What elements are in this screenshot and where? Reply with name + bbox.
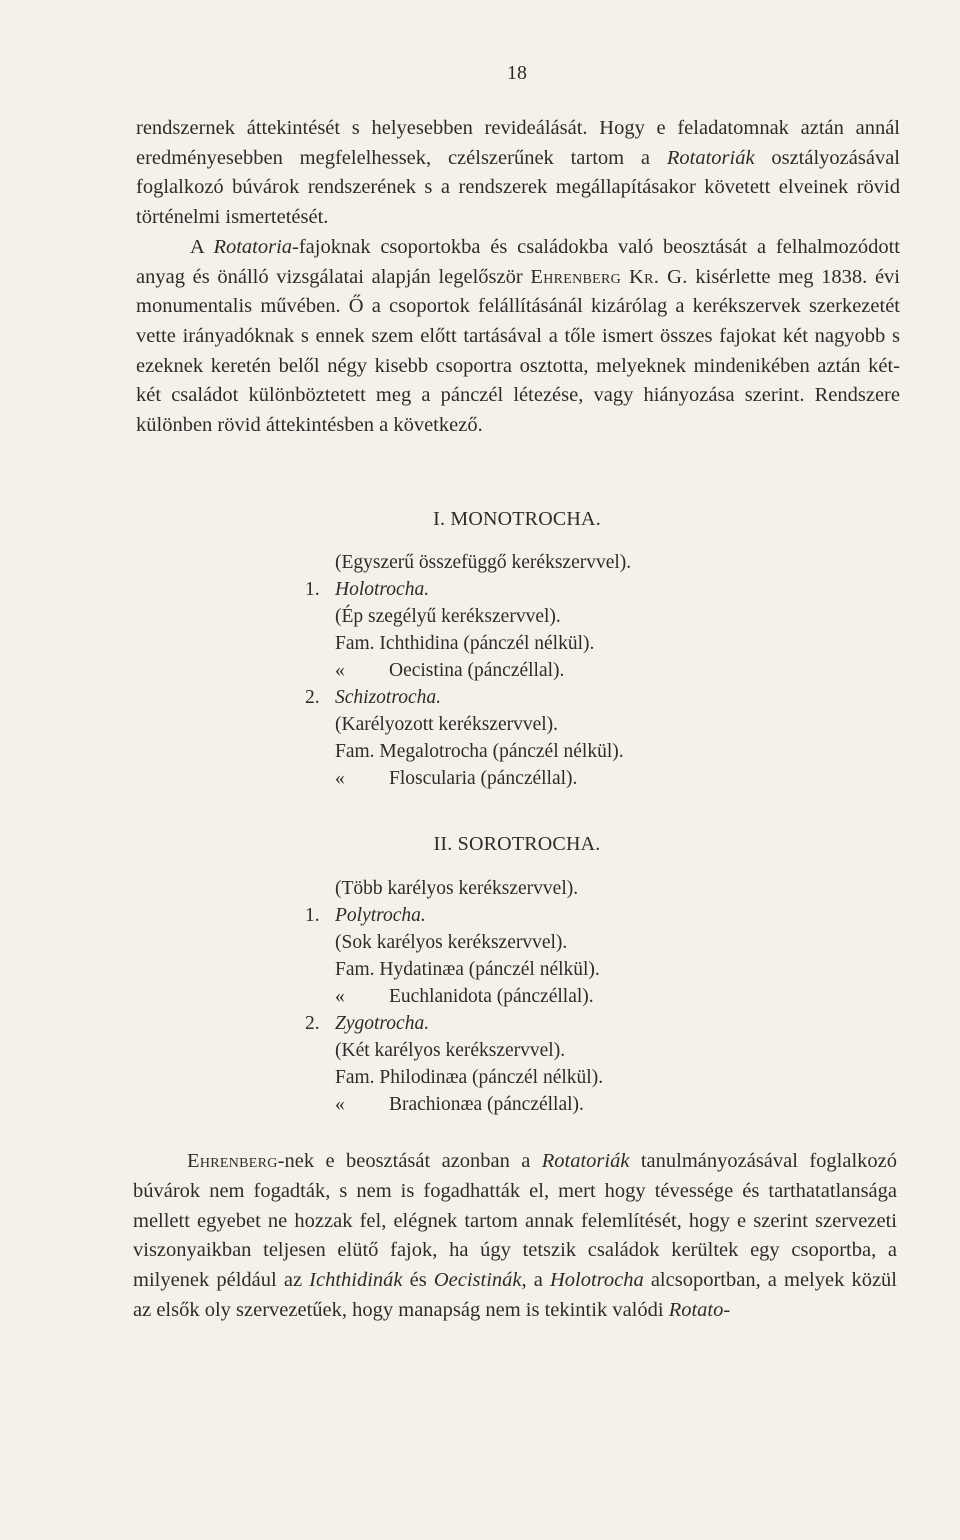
italic-term: Holotrocha xyxy=(549,1269,644,1292)
family-entry xyxy=(305,1064,785,1091)
subgroup-description xyxy=(305,929,785,956)
ditto-mark: « xyxy=(335,986,345,1007)
group-description xyxy=(305,875,785,902)
subgroup-description xyxy=(305,711,785,738)
family-name: Euchlanidota (pánczéllal). xyxy=(389,986,594,1007)
italic-term: Oecistinák xyxy=(433,1269,522,1292)
subgroup-title xyxy=(305,1010,785,1037)
ditto-mark: « xyxy=(335,1094,345,1115)
subgroup-title xyxy=(305,684,785,711)
subgroup-title xyxy=(305,902,785,929)
italic-term: Ichthidinák xyxy=(309,1269,403,1292)
text-run: A xyxy=(190,235,214,258)
description-text: (Sok karélyos kerékszervvel). xyxy=(335,932,568,953)
text-run: -nek e beosztását azonban a xyxy=(277,1150,542,1172)
italic-term: Rotatoriák xyxy=(541,1150,630,1172)
family-entry xyxy=(305,956,785,983)
subgroup-name: Schizotrocha. xyxy=(335,687,441,708)
page-number: 18 xyxy=(507,62,527,84)
text-run: -fajoknak csoportokba és családokba való beosztását a felhalmozódott anyag és önálló vizsgálatai alapján legelőször xyxy=(136,235,900,288)
family-label: Fam. xyxy=(335,1067,375,1088)
family-entry xyxy=(305,738,785,765)
text-run: , a xyxy=(521,1269,550,1292)
family-name: Hydatinæa (pánczél nélkül). xyxy=(379,959,600,980)
text-run: rendszernek áttekintését s helyesebben revideálását. Hogy e feladatomnak aztán annál eredményesebben megfelelhessek, czélszerűnek tartom a xyxy=(136,117,900,169)
author-name: Ehrenberg xyxy=(187,1150,278,1172)
subgroup-description xyxy=(305,1037,785,1064)
family-name: Ichthidina (pánczél nélkül). xyxy=(379,633,595,654)
description-text: (Ép szegélyű kerékszervvel). xyxy=(335,606,561,627)
ditto-mark: « xyxy=(335,660,345,681)
family-name: Megalotrocha (pánczél nélkül). xyxy=(379,741,624,762)
subgroup-number: 1. xyxy=(305,905,320,926)
family-entry xyxy=(305,630,785,657)
family-entry xyxy=(305,765,785,792)
family-label: Fam. xyxy=(335,741,375,762)
paragraph-critique xyxy=(133,1147,897,1326)
ditto-mark: « xyxy=(335,768,345,789)
subgroup-description xyxy=(305,603,785,630)
text-run: kisérlette meg 1838. évi monumentalis művében. Ő a csoportok felállításánál kizárólag a kerékszervek szerkezetét vette irányadóknak s ennek szem előtt tartásával a tőle ismert összes fajokat két nagyobb s ezeknek keretén belől négy kisebb csoportra osztotta, melyeknek mindenikében aztán két-két családot különböztetett meg a pánczél létezése, vagy hiányozása szerint. Rendszere különben rövid áttekintésben a következő. xyxy=(136,265,900,437)
italic-term: Rotatoriák xyxy=(666,146,755,169)
text-run: tanulmányozásával foglalkozó búvárok nem fogadták, s nem is fogadhatták el, mert hogy tévessége és tarthatatlansága mellett egyebet ne hozzak fel, elégnek tartom annak felemlítését, hogy e szerint szervezeti viszonyaikban teljesen elütő fajok, ha úgy tetszik családok kerültek egy csoportba, a milyenek például az xyxy=(133,1150,897,1292)
group-description xyxy=(305,549,785,576)
italic-term: Rotatoria xyxy=(213,235,293,258)
subgroup-name: Zygotrocha. xyxy=(335,1013,430,1034)
family-name: Philodinæa (pánczél nélkül). xyxy=(379,1067,604,1088)
author-name: Ehrenberg Kr. G. xyxy=(530,265,688,288)
description-text: (Több karélyos kerékszervvel). xyxy=(335,878,579,899)
family-name: Floscularia (pánczéllal). xyxy=(389,768,578,789)
paragraph-intro xyxy=(136,114,900,441)
section-heading-sorotrocha: II. SOROTROCHA. xyxy=(433,833,601,855)
subgroup-number: 2. xyxy=(305,1013,320,1034)
classification-list-monotrocha xyxy=(305,549,785,792)
description-text: (Egyszerű összefüggő kerékszervvel). xyxy=(335,552,632,573)
classification-list-sorotrocha xyxy=(305,875,785,1118)
description-text: (Karélyozott kerékszervvel). xyxy=(335,714,559,735)
subgroup-title xyxy=(305,576,785,603)
family-label: Fam. xyxy=(335,959,375,980)
family-entry xyxy=(305,983,785,1010)
family-name: Oecistina (pánczéllal). xyxy=(389,660,565,681)
subgroup-number: 2. xyxy=(305,687,320,708)
family-entry xyxy=(305,657,785,684)
subgroup-number: 1. xyxy=(305,579,320,600)
family-entry xyxy=(305,1091,785,1118)
subgroup-name: Holotrocha. xyxy=(335,579,430,600)
italic-term: Rotato- xyxy=(668,1298,731,1321)
family-label: Fam. xyxy=(335,633,375,654)
subgroup-name: Polytrocha. xyxy=(335,905,426,926)
description-text: (Két karélyos kerékszervvel). xyxy=(335,1040,566,1061)
family-name: Brachionæa (pánczéllal). xyxy=(389,1094,584,1115)
text-run: alcsoportban, a melyek közül az elsők oly szervezetűek, hogy manapság nem is tekintik valódi xyxy=(133,1269,898,1321)
section-heading-monotrocha: I. MONOTROCHA. xyxy=(433,508,601,530)
text-run: osztályozásával foglalkozó búvárok rendszerének s a rendszerek megállapításakor követett elveinek rövid történelmi ismertetését. xyxy=(136,146,900,229)
text-run: és xyxy=(402,1269,434,1292)
